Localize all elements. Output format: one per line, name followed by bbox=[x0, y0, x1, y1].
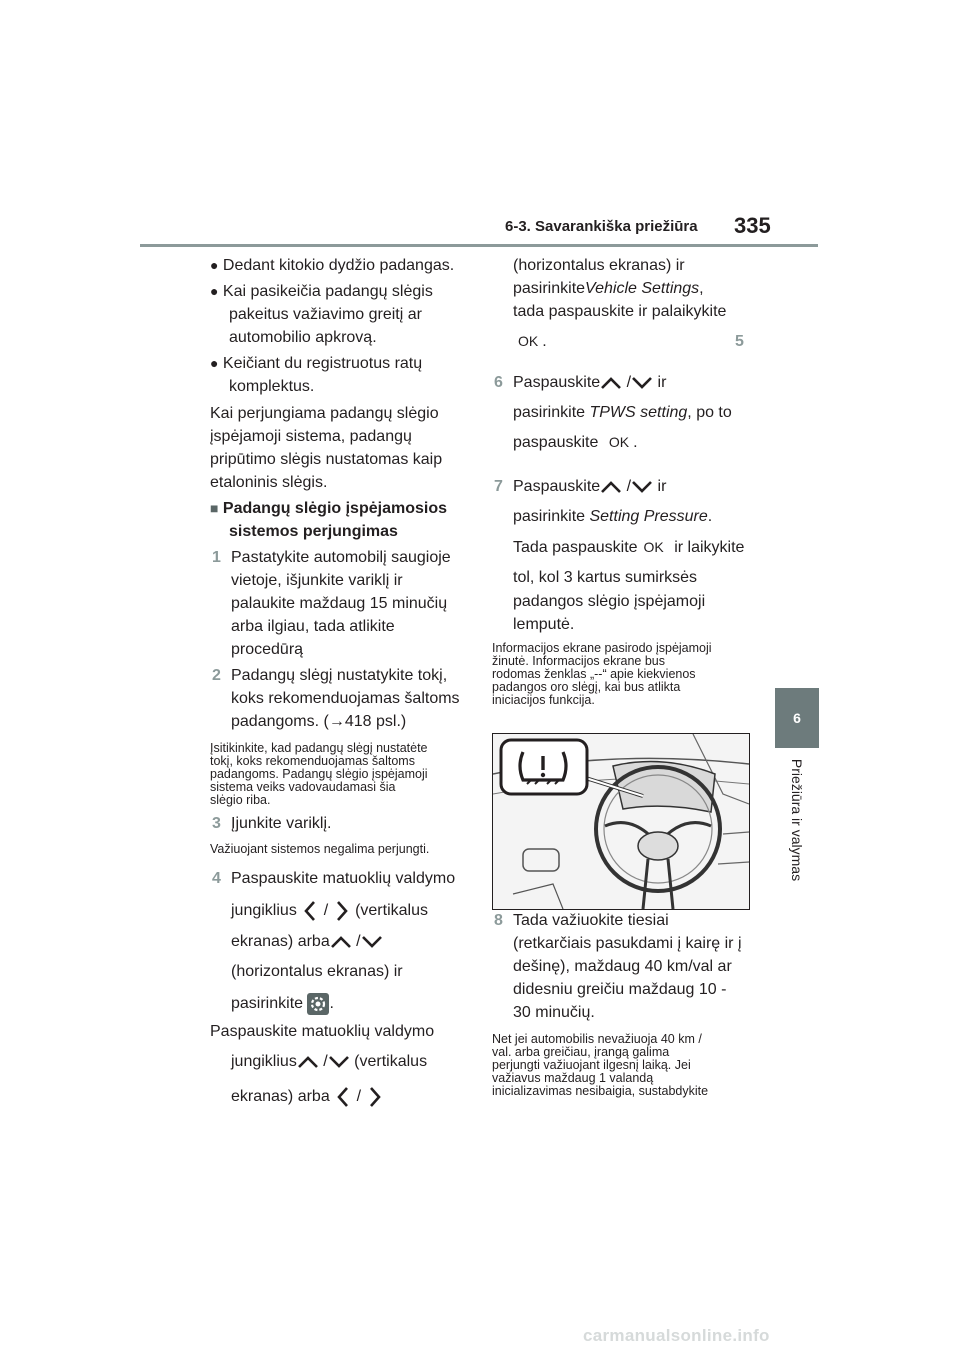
footer-watermark[interactable]: carmanualsonline.info bbox=[583, 1326, 770, 1345]
header-rule bbox=[140, 244, 818, 247]
page-number: 335 bbox=[734, 213, 771, 238]
step-7-line1: Paspauskite / ir bbox=[513, 478, 667, 495]
note4-line3: perjungti važiuojant ilgesnį laiką. Jei bbox=[492, 1058, 691, 1072]
step-8: 8 bbox=[494, 912, 503, 929]
step-6-line1: Paspauskite / ir bbox=[513, 374, 667, 391]
note3-line2: žinutė. Informacijos ekrane bus bbox=[492, 654, 666, 668]
chevron-left-icon bbox=[334, 1086, 352, 1108]
note1-line2: tokį, koks rekomenduojamas šaltoms bbox=[210, 754, 415, 768]
note1-line4: sistema veiks vadovaudamasi šia bbox=[210, 780, 396, 794]
note3-line3: rodomas ženklas „--“ apie kiekvienos bbox=[492, 667, 696, 681]
step-6-line3: paspauskite OK . bbox=[513, 434, 638, 451]
note4-line1: Net jei automobilis nevažiuoja 40 km / bbox=[492, 1032, 702, 1046]
step-1-line2: vietoje, išjunkite variklį ir bbox=[231, 572, 403, 589]
step-7-line4: tol, kol 3 kartus sumirksės bbox=[513, 569, 698, 586]
ok-button-icon: OK bbox=[518, 333, 539, 349]
step-4-line5: pasirinkite . bbox=[231, 993, 334, 1015]
step-8-line5: 30 minučių. bbox=[513, 1004, 595, 1021]
dashboard-drawing bbox=[493, 734, 749, 909]
para1-line3: pripūtimo slėgis nustatomas kaip bbox=[210, 451, 443, 468]
para1-line2: įspėjamoji sistema, padangų bbox=[210, 428, 412, 445]
chevron-up-icon bbox=[600, 376, 622, 390]
step-8-line1: Tada važiuokite tiesiai bbox=[513, 912, 669, 929]
bullet-dot-icon: ● bbox=[210, 257, 219, 273]
step-4: 4 bbox=[212, 870, 221, 887]
ok-button-icon: OK bbox=[643, 539, 664, 555]
step-4-line2: jungiklius / (vertikalus bbox=[231, 900, 428, 922]
note3-line5: iniciacijos funkcija. bbox=[492, 693, 595, 707]
step-7: 7 bbox=[494, 478, 503, 495]
note3-line4: padangos oro slėgį, kai bus atlikta bbox=[492, 680, 681, 694]
cont-line3: tada paspauskite ir palaikykite bbox=[513, 303, 727, 320]
arrow-right-icon: → bbox=[328, 713, 345, 730]
step-4-line4: (horizontalus ekranas) ir bbox=[231, 963, 403, 980]
ok-button-icon: OK bbox=[608, 434, 630, 450]
note4-line5: inicializavimas nesibaigia, sustabdykite bbox=[492, 1084, 709, 1098]
step-4-line3: ekranas) arba / bbox=[231, 933, 383, 951]
bullet-dot-icon: ● bbox=[210, 283, 219, 299]
note1-line5: slėgio riba. bbox=[210, 793, 271, 807]
bullet-1: ● Dedant kitokio dydžio padangas. bbox=[210, 257, 455, 274]
step-3: 3 bbox=[212, 815, 221, 832]
note1-line3: padangoms. Padangų slėgio įspėjamoji bbox=[210, 767, 428, 781]
para1-line1: Kai perjungiama padangų slėgio bbox=[210, 405, 439, 422]
step-7-line5: padangos slėgio įspėjamoji bbox=[513, 593, 706, 610]
para2-line2: jungiklius / (vertikalus bbox=[231, 1053, 428, 1070]
bullet-dot-icon: ● bbox=[210, 355, 219, 371]
chevron-up-icon bbox=[600, 480, 622, 494]
step-7-line3: Tada paspauskite OK ir laikykite bbox=[513, 539, 745, 556]
page-reference-link[interactable]: 418 psl.) bbox=[344, 713, 407, 730]
cont-line1: (horizontalus ekranas) ir bbox=[513, 257, 685, 274]
step-4-line1: Paspauskite matuoklių valdymo bbox=[231, 870, 456, 887]
step-8-line3: dešinę), maždaug 40 km/val ar bbox=[513, 958, 732, 975]
bullet-2: ● Kai pasikeičia padangų slėgis bbox=[210, 283, 433, 300]
bullet-3-line2: komplektus. bbox=[229, 378, 315, 395]
section-title: 6-3. Savarankiška priežiūra bbox=[505, 218, 698, 235]
step-1: 1 bbox=[212, 549, 221, 566]
chevron-down-icon bbox=[328, 1055, 350, 1069]
cont-line2: pasirinkiteVehicle Settings, bbox=[513, 280, 704, 297]
step-7-line2: pasirinkite Setting Pressure. bbox=[513, 508, 713, 525]
chevron-right-icon bbox=[333, 900, 351, 922]
chevron-up-icon bbox=[297, 1055, 319, 1069]
bullet-2-line3: automobilio apkrovą. bbox=[229, 329, 377, 346]
step-1-line3: palaukite maždaug 15 minučių bbox=[231, 595, 448, 612]
step-8-line2: (retkarčiais pasukdami į kairę ir į bbox=[513, 935, 742, 952]
step-1-line5: procedūrą bbox=[231, 641, 304, 658]
chevron-down-icon bbox=[361, 935, 383, 949]
step-8-line4: didesniu greičiu maždaug 10 - bbox=[513, 981, 727, 998]
chevron-right-icon bbox=[366, 1086, 384, 1108]
subheading-line2: sistemos perjungimas bbox=[229, 523, 398, 540]
note4-line4: važiavus maždaug 1 valandą bbox=[492, 1071, 654, 1085]
step-6-line2: pasirinkite TPWS setting, po to bbox=[513, 404, 732, 421]
chevron-up-icon bbox=[330, 935, 352, 949]
cont-page-mark: 5 bbox=[735, 333, 744, 350]
step-6: 6 bbox=[494, 374, 503, 391]
settings-gear-icon bbox=[307, 993, 329, 1015]
para2-line1: Paspauskite matuoklių valdymo bbox=[210, 1023, 435, 1040]
step-3-text: Įjunkite variklį. bbox=[231, 815, 332, 832]
bullet-3: ● Keičiant du registruotus ratų bbox=[210, 355, 423, 372]
step-2-line2: koks rekomenduojamas šaltoms bbox=[231, 690, 460, 707]
step-2-line1: Padangų slėgį nustatykite tokį, bbox=[231, 667, 448, 684]
chevron-left-icon bbox=[301, 900, 319, 922]
note2: Važiuojant sistemos negalima perjungti. bbox=[210, 842, 430, 856]
step-2: 2 bbox=[212, 667, 221, 684]
step-7-line6: lemputė. bbox=[513, 616, 575, 633]
square-bullet-icon: ■ bbox=[210, 500, 219, 516]
bullet-2-line2: pakeitus važiavimo greitį ar bbox=[229, 306, 422, 323]
step-1-line4: arba ilgiau, tada atlikite bbox=[231, 618, 395, 635]
dashboard-illustration bbox=[492, 733, 750, 910]
note4-line2: val. arba greičiau, įrangą galima bbox=[492, 1045, 670, 1059]
chapter-label: Priežiūra ir valymas bbox=[789, 758, 805, 882]
note3-line1: Informacijos ekrane pasirodo įspėjamoji bbox=[492, 641, 712, 655]
chapter-tab[interactable]: 6 bbox=[775, 688, 819, 748]
step-1-line1: Pastatykite automobilį saugioje bbox=[231, 549, 451, 566]
chevron-down-icon bbox=[631, 376, 653, 390]
step-2-line3: padangoms. (→418 psl.) bbox=[231, 713, 407, 730]
para1-line4: etaloninis slėgis. bbox=[210, 474, 328, 491]
subheading: ■ Padangų slėgio įspėjamosios bbox=[210, 500, 447, 517]
chevron-down-icon bbox=[631, 480, 653, 494]
para2-line3: ekranas) arba / bbox=[231, 1086, 384, 1108]
cont-line4: OK . bbox=[518, 333, 547, 350]
note1-line1: Įsitikinkite, kad padangų slėgį nustatėte bbox=[210, 741, 428, 755]
